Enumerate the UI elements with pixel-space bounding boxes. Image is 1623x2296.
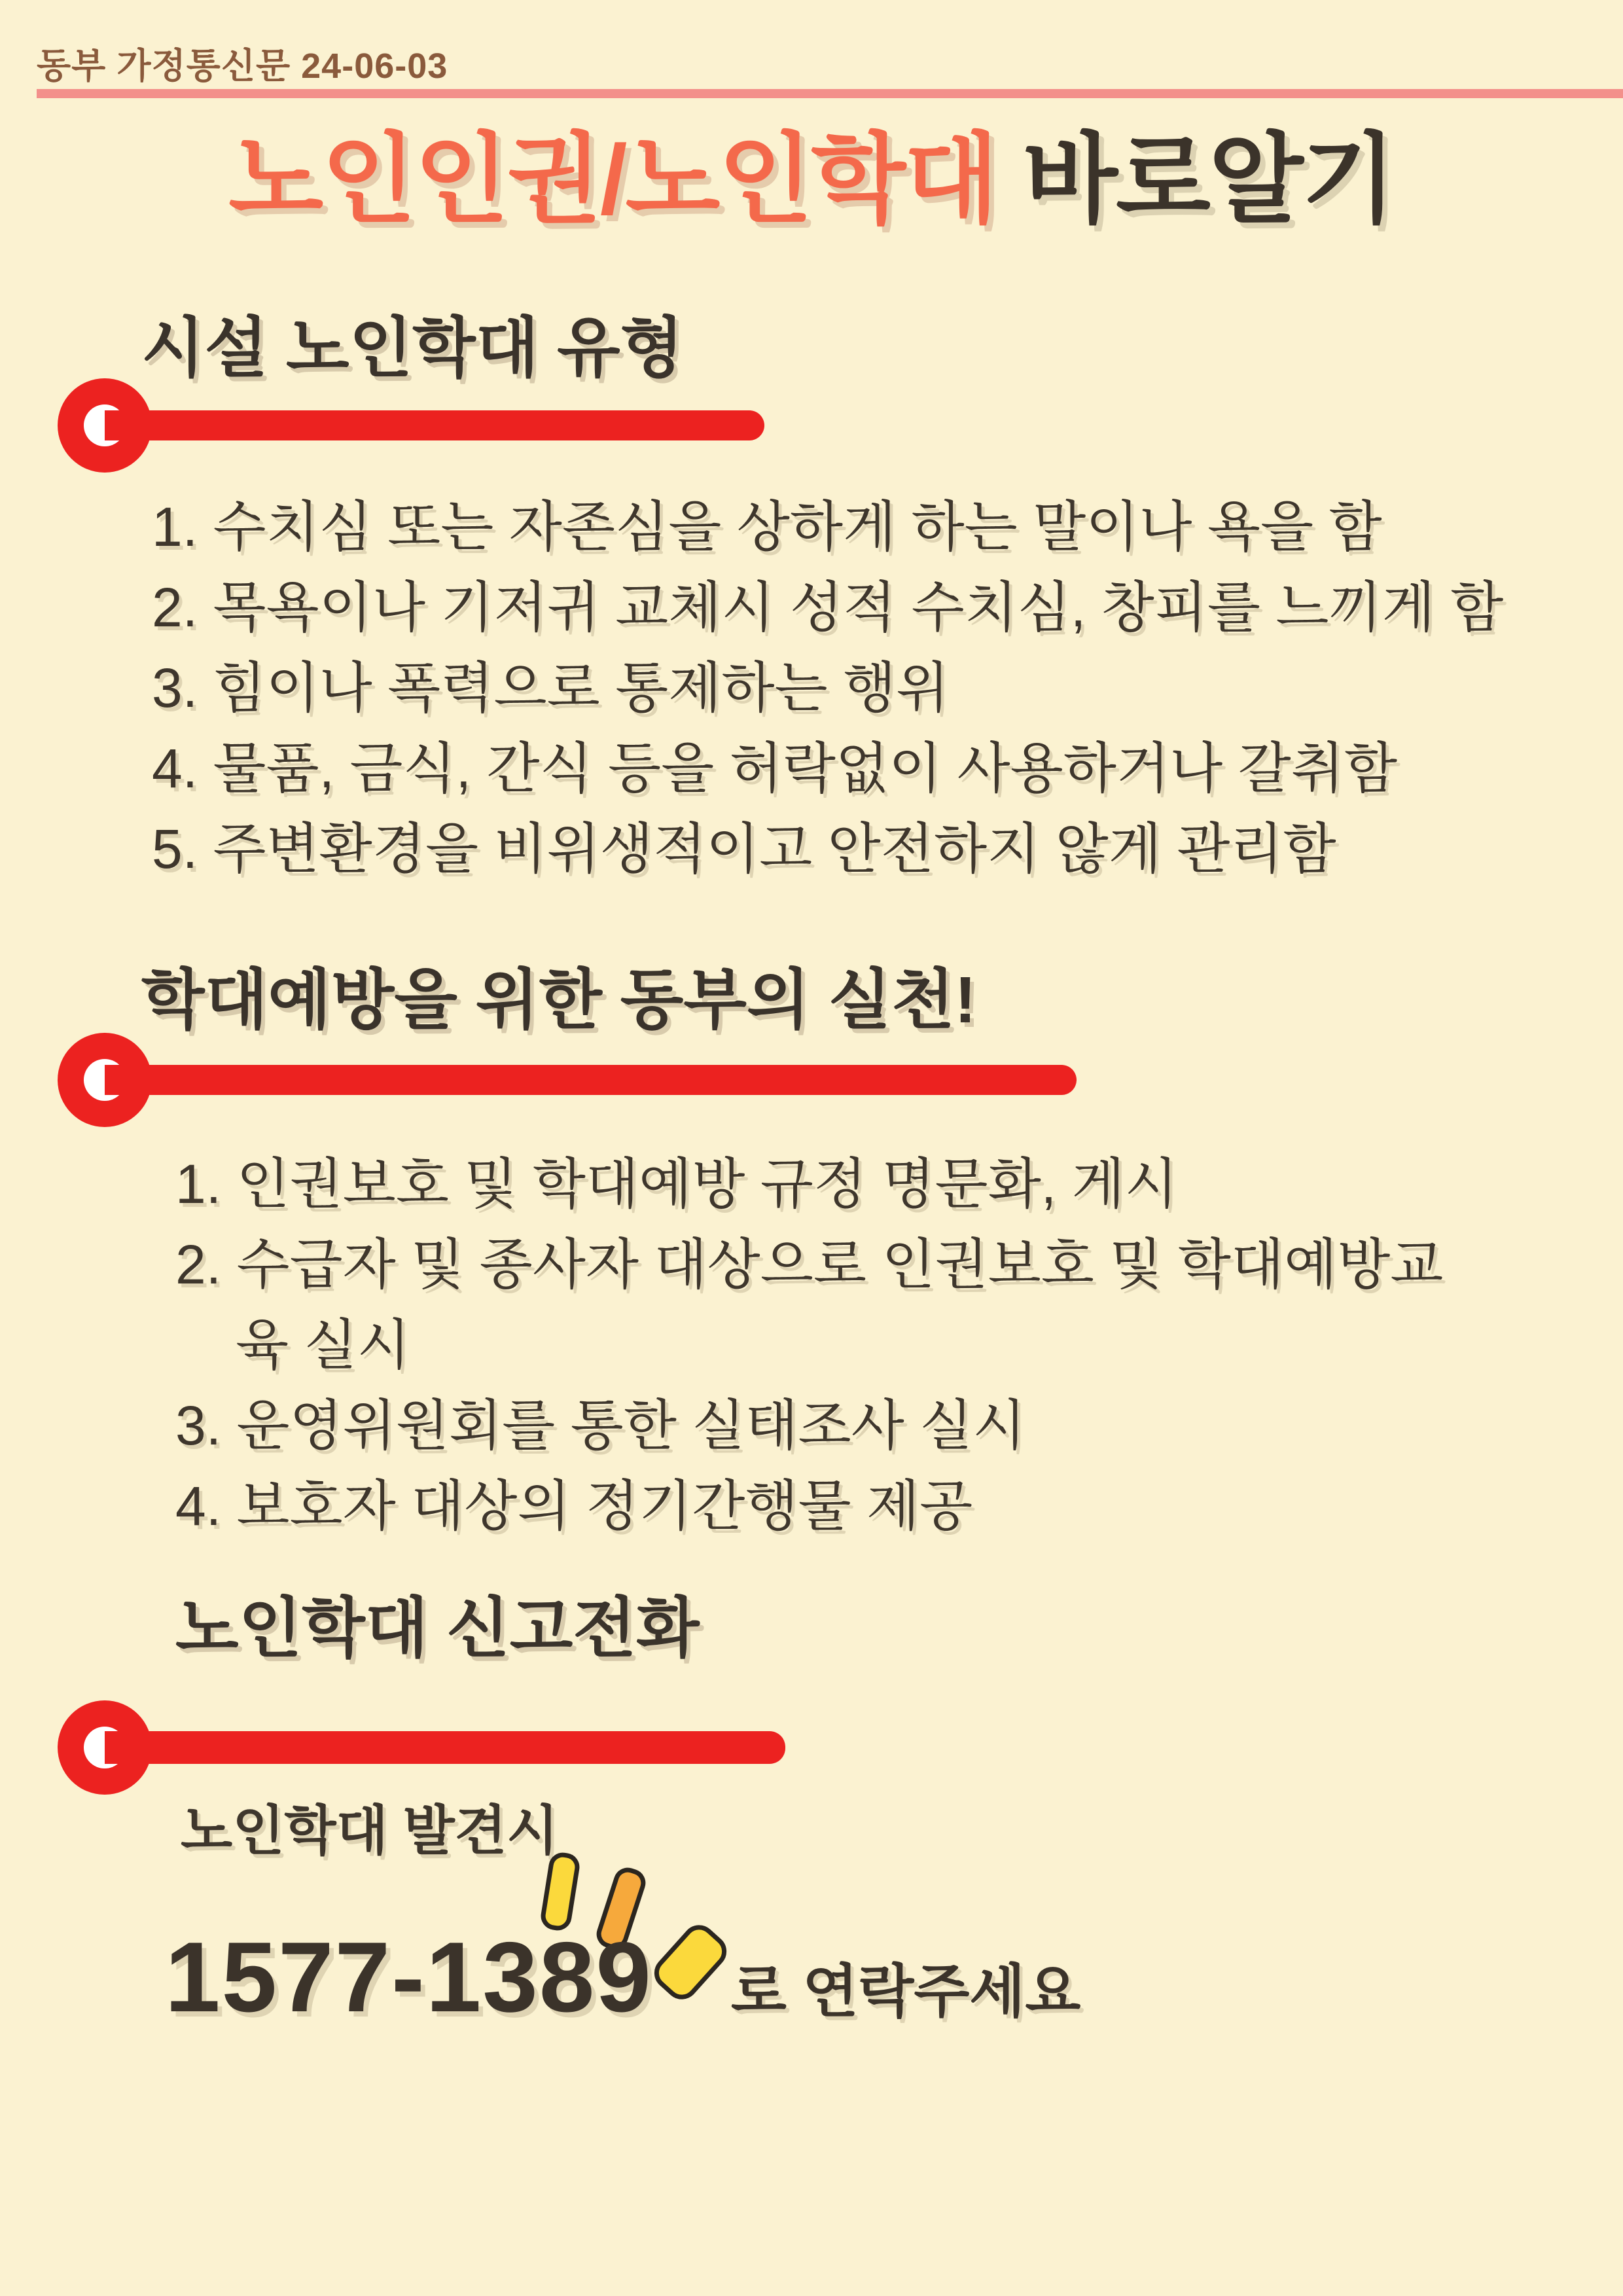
list-item: 5. 주변환경을 비위생적이고 안전하지 않게 관리함 <box>152 818 1336 880</box>
section-2-heading: 학대예방을 위한 동부의 실천! <box>141 963 976 1037</box>
header-divider <box>37 89 1623 98</box>
section-3-heading: 노인학대 신고전화 <box>175 1592 700 1665</box>
bullet-line <box>105 410 764 440</box>
page-title-highlight: 노인인권/노인학대 <box>228 124 997 234</box>
list-item: 1. 인권보호 및 학대예방 규정 명문화, 게시 <box>175 1153 1178 1215</box>
list-item: 2. 목욕이나 기저귀 교체시 성적 수치심, 창피를 느끼게 함 <box>152 577 1504 638</box>
list-item: 4. 보호자 대상의 정기간행물 제공 <box>175 1475 973 1537</box>
yellow-dash-icon <box>541 1854 579 1930</box>
contact-suffix-text: 로 연락주세요 <box>730 1959 1081 2024</box>
page-title <box>0 126 1623 234</box>
section-1-heading: 시설 노인학대 유형 <box>141 312 684 385</box>
bullet-line <box>105 1731 785 1764</box>
bullet-line <box>105 1065 1077 1095</box>
page-title-rest: 바로알기 <box>1023 124 1395 234</box>
list-item: 3. 힘이나 폭력으로 통제하는 행위 <box>152 657 950 719</box>
contact-lead-text: 노인학대 발견시 <box>181 1801 559 1861</box>
list-item: 1. 수치심 또는 자존심을 상하게 하는 말이나 욕을 함 <box>152 496 1382 558</box>
report-phone-number: 1577-1389 <box>165 1922 652 2033</box>
contact-phone-row <box>165 1923 1080 2032</box>
list-item: 2. 수급자 및 종사자 대상으로 인권보호 및 학대예방교육 실시 <box>175 1234 1444 1376</box>
section-2-list <box>175 1144 1478 1547</box>
list-item: 4. 물품, 금식, 간식 등을 허락없이 사용하거나 갈취함 <box>152 738 1397 799</box>
section-1-list <box>152 487 1598 889</box>
newsletter-issue-label: 동부 가정통신문 24-06-03 <box>37 46 448 86</box>
list-item: 3. 운영위원회를 통한 실태조사 실시 <box>175 1395 1026 1456</box>
